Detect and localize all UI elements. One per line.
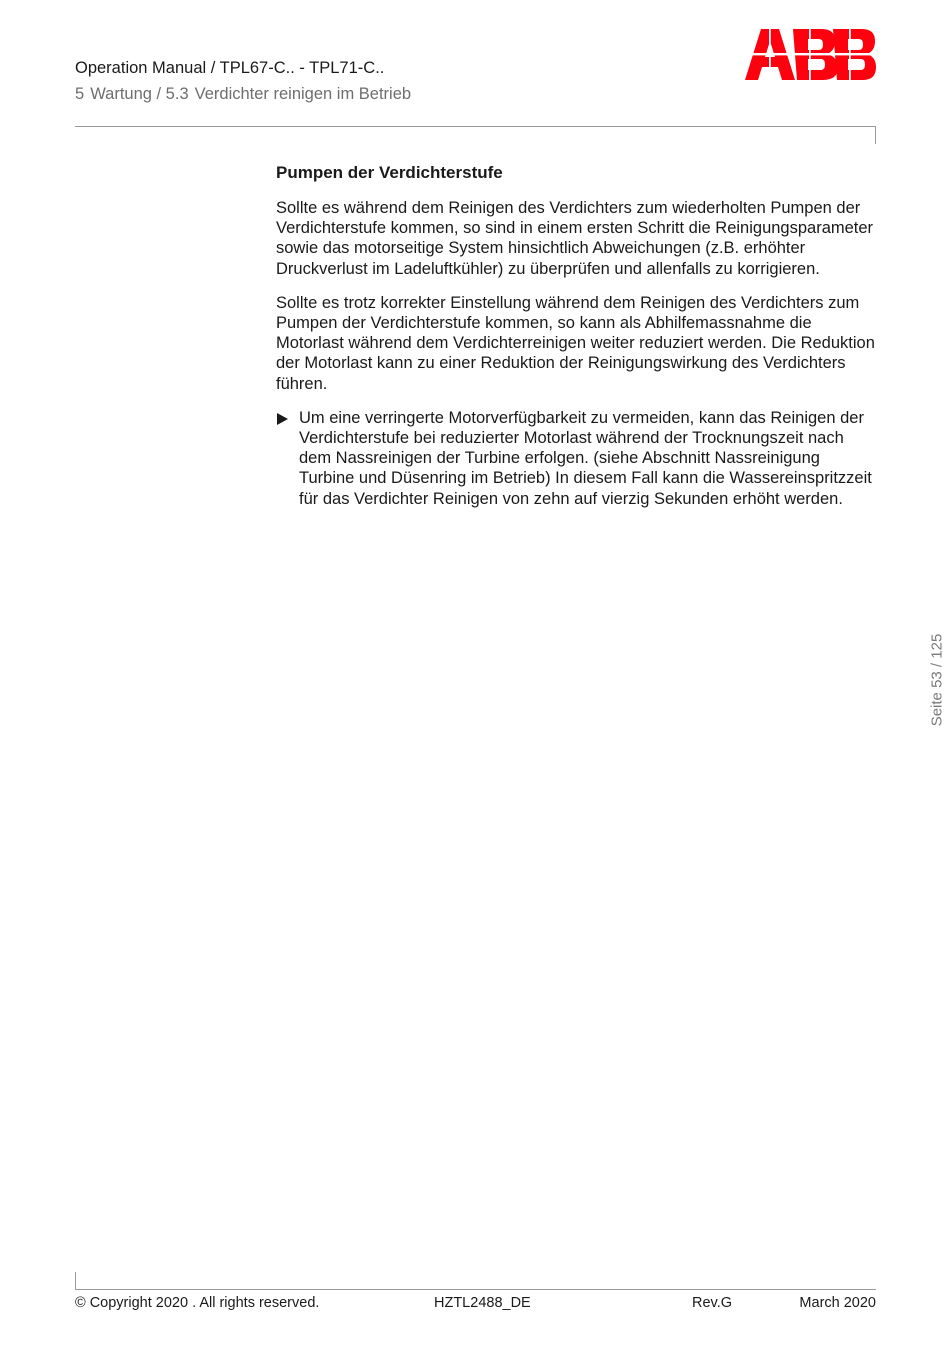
header-divider-tick: [875, 126, 876, 144]
footer-document-id: HZTL2488_DE: [434, 1295, 531, 1311]
main-content: [276, 162, 876, 509]
paragraph-2: Sollte es trotz korrekter Einstellung während dem Reinigen des Verdichters zum Pumpen der Verdichterstufe kommen, so kann als Abhilfemassnahme die Motorlast während dem Verdichterreinigen weiter reduziert werden. Die Reduktion der Motorlast kann zu einer Reduktion der Reinigungswirkung des Verdichters führen.: [276, 293, 875, 393]
document-title: Operation Manual / TPL67-C.. - TPL71-C..: [75, 59, 385, 77]
paragraph-1: Sollte es während dem Reinigen des Verdichters zum wiederholten Pumpen der Verdichterstufe kommen, so sind in einem ersten Schritt die Reinigungsparameter sowie das motorseitige System hinsichtlich Abweichungen (z.B. erhöhter Druckverlust im Ladeluftkühler) zu überprüfen und allenfalls zu korrigieren.: [276, 199, 874, 278]
logo-text: ABB: [745, 29, 748, 30]
instruction-text: Um eine verringerte Motorverfügbarkeit zu vermeiden, kann das Reinigen der Verdichterstufe bei reduzierter Motorlast während der Trocknungszeit nach dem Nassreinigen der Turbine erfolgen. (siehe Abschnitt Nassreinigung Turbine und Düsenring im Betrieb) In diesem Fall kann die Wassereinspritzzeit für das Verdichter Reinigen von zehn auf vierzig Sekunden erhöht werden.: [299, 408, 872, 508]
footer-copyright: © Copyright 2020 . All rights reserved.: [75, 1295, 320, 1311]
section-heading: Pumpen der Verdichterstufe: [276, 163, 503, 182]
section-title: Verdichter reinigen im Betrieb: [194, 85, 412, 103]
chapter-number: 5: [75, 85, 85, 103]
breadcrumb: [75, 85, 411, 104]
page-number: Seite 53 / 125: [928, 633, 946, 727]
footer-divider-tick: [75, 1272, 76, 1290]
footer-date: March 2020: [799, 1295, 876, 1311]
footer-divider: [75, 1289, 876, 1290]
triangle-bullet-icon: [277, 413, 288, 425]
instruction-step: [276, 408, 876, 509]
abb-logo: [745, 29, 876, 80]
chapter-path: Wartung / 5.3: [90, 85, 189, 103]
header-divider: [75, 126, 876, 127]
footer-revision: Rev.G: [692, 1295, 733, 1311]
